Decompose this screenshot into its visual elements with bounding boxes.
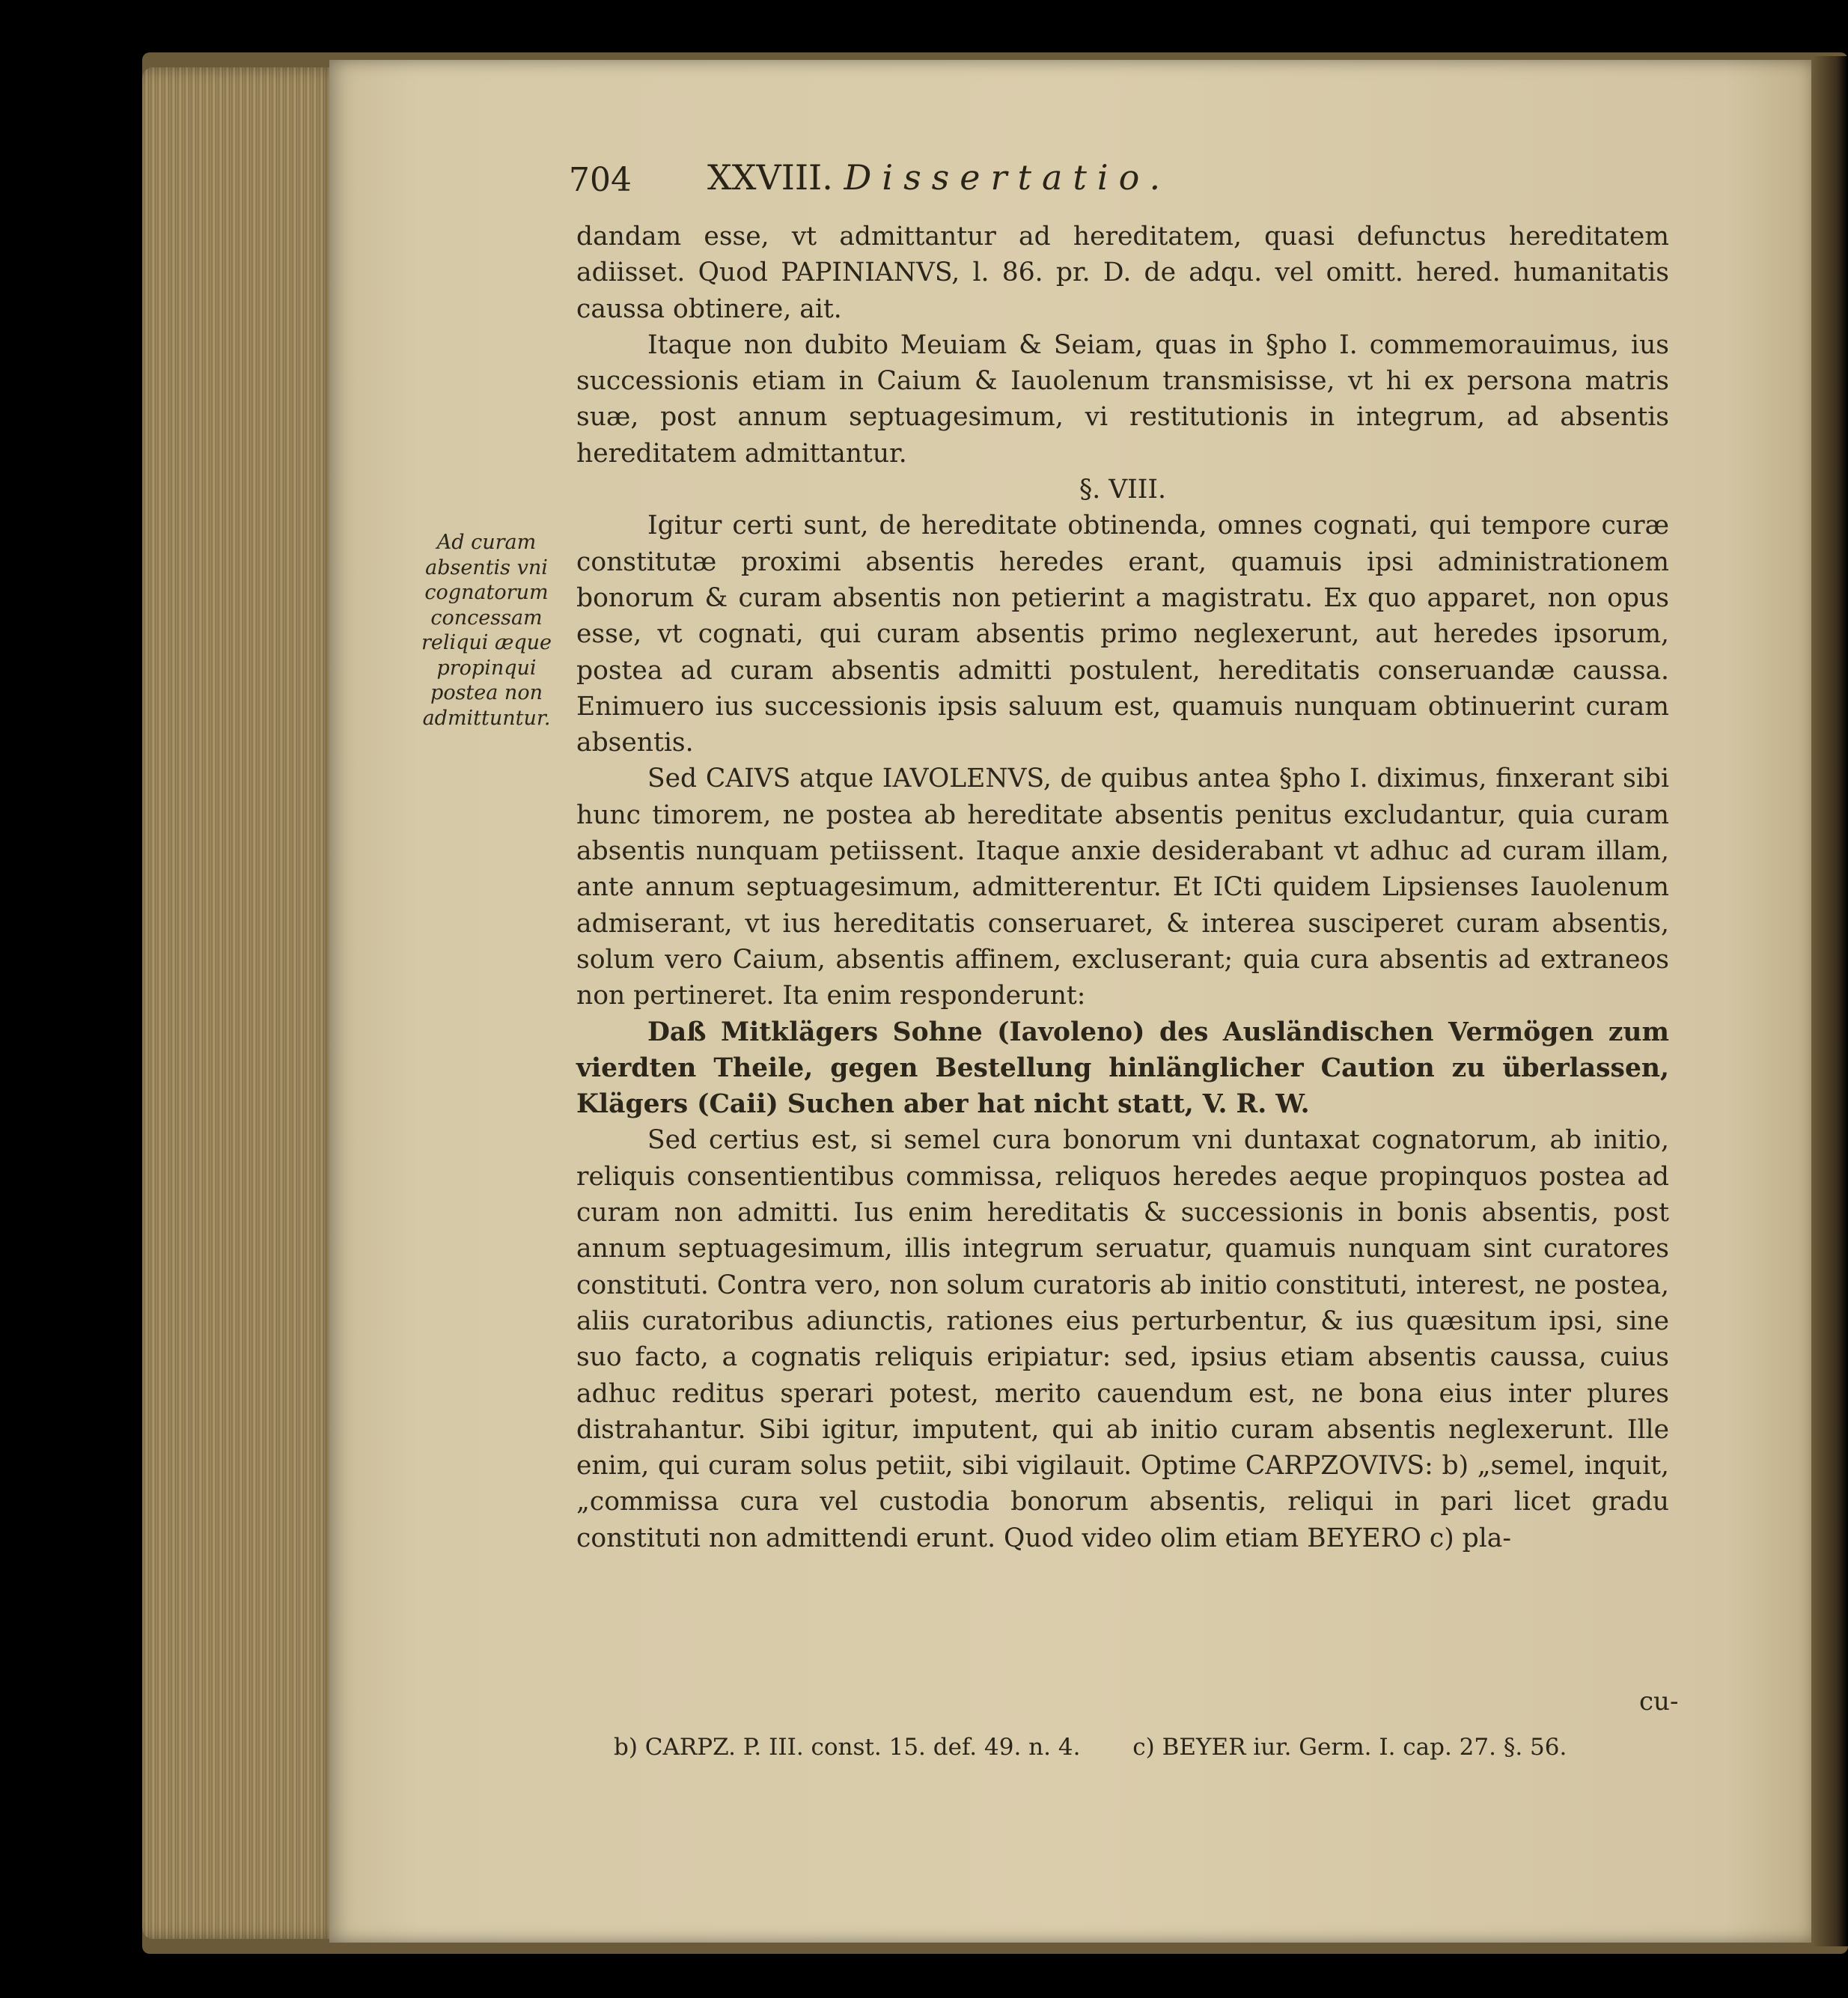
paragraph-5-german-quote: Daß Mitklägers Sohne (Iavoleno) des Ausländischen Vermögen zum vierdten Theile, gegen Bestellung hinlänglicher Caution zu überlassen, Klägers (Caii) Suchen aber hat nicht statt, V. R. W. [576, 1017, 1669, 1120]
footnote-c: c) BEYER iur. Germ. I. cap. 27. §. 56. [1132, 1734, 1567, 1761]
paragraph-2: Itaque non dubito Meuiam & Seiam, quas in §pho I. commemorauimus, ius successionis etiam in Caium & Iauolenum transmisisse, vt hi ex persona matris suæ, post annum septuagesimum, vi restitutionis in integrum, ad absentis hereditatem admittantur. [576, 329, 1669, 469]
paragraph-4: Sed CAIVS atque IAVOLENVS, de quibus antea §pho I. diximus, finxerant sibi hunc timorem, ne postea ab hereditate absentis penitus excludantur, quia curam absentis nunquam petiissent. Itaque anxie desiderabant vt adhuc ad curam illam, ante annum septuagesimum, admitterentur. Et ICti quidem Lipsienses Iauolenum admiserant, vt ius hereditatis conseruaret, & interea susciperet curam absentis, solum vero Caium, absentis affinem, excluserant; quia cura absentis ad extraneos non pertineret. Ita enim responderunt: [576, 764, 1669, 1011]
catchword: cu- [1639, 1687, 1679, 1717]
page-number: 704 [569, 161, 632, 199]
section-heading: §. VIII. [1079, 475, 1166, 505]
margin-note: Ad curam absentis vni cognatorum concessam reliqui æque propinqui postea non admittuntur. [421, 531, 552, 730]
paragraph-3: Igitur certi sunt, de hereditate obtinenda, omnes cognati, qui tempore curæ constitutæ proximi absentis heredes erant, quamuis ipsi administrationem bonorum & curam absentis non petierint a magistratu. Ex quo apparet, non opus esse, vt cognati, qui curam absentis primo neglexerunt, aut heredes ipsorum, postea ad curam absentis admitti postulent, hereditatis conseruandæ caussa. Enimuero ius successionis ipsis saluum est, quamuis nunquam obtinuerint curam absentis. [576, 511, 1669, 758]
running-title-prefix: XXVIII. [707, 157, 833, 198]
paragraph-1: dandam esse, vt admittantur ad hereditatem, quasi defunctus hereditatem adiisset. Quod PAPINIANVS, l. 86. pr. D. de adqu. vel omitt. hered. humanitatis caussa obtinere, ait. [576, 222, 1669, 324]
page-edges [142, 67, 337, 1939]
gutter-shadow [1811, 56, 1848, 1946]
footnote-b: b) CARPZ. P. III. const. 15. def. 49. n. 4. [614, 1734, 1081, 1761]
running-title-word: Dissertatio. [844, 157, 1171, 198]
paragraph-6: Sed certius est, si semel cura bonorum vni duntaxat cognatorum, ab initio, reliquis consentientibus commissa, reliquos heredes aeque propinquos postea ad curam non admitti. Ius enim hereditatis & successionis in bonis absentis, post annum septuagesimum, illis integrum seruatur, quamuis nunquam sint curatores constituti. Contra vero, non solum curatoris ab initio constituti, interest, ne postea, aliis curatoribus adiunctis, rationes eius perturbentur, & ius quæsitum ipsi, sine suo facto, a cognatis reliquis eripiatur: sed, ipsius etiam absentis caussa, cuius adhuc reditus sperari potest, merito cauendum est, ne bona eius inter plures distrahantur. Sibi igitur, imputent, qui ab initio curam absentis neglexerunt. Ille enim, qui curam solus petiit, sibi vigilauit. Optime CARPZOVIVS: b) „semel, inquit, „commissa cura vel custodia bonorum absentis, reliqui in pari licet gradu constituti non admittendi erunt. Quod video olim etiam BEYERO c) pla- [576, 1125, 1669, 1553]
body-text-top [576, 219, 1669, 1556]
footnotes [614, 1734, 1662, 1761]
running-title [707, 157, 1171, 198]
